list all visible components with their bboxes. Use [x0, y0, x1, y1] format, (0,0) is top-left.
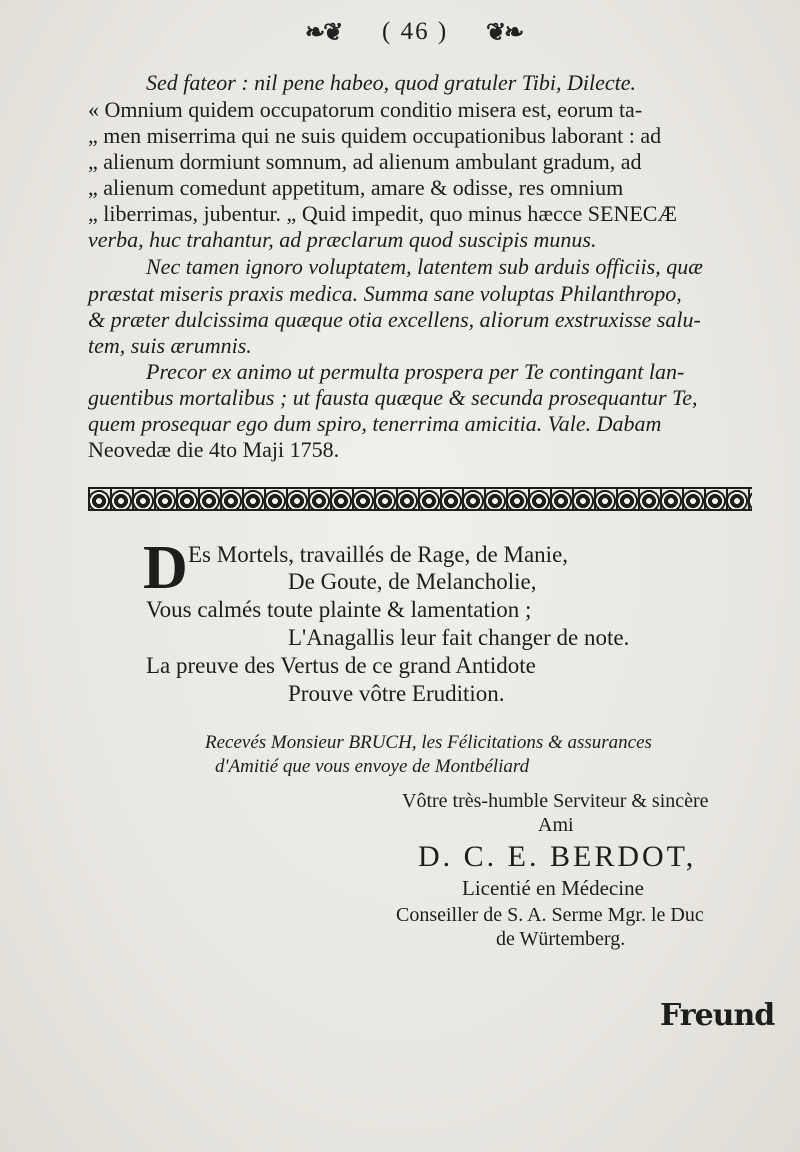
verse-line: Prouve vôtre Erudition. [288, 681, 505, 706]
body-line: verba, huc trahantur, ad præclarum quod suscipis munus. [88, 227, 597, 252]
body-line: Neovedæ die 4to Maji 1758. [88, 437, 340, 462]
body-line: præstat miseris praxis medica. Summa sane voluptas Philanthropo, [88, 281, 682, 306]
greeting-line: Recevés Monsieur BRUCH, les Félicitations & assurances [205, 732, 652, 753]
drop-cap: D [143, 534, 188, 602]
greeting-line: d'Amitié que vous envoye de Montbéliard [215, 756, 530, 777]
body-line: tem, suis ærumnis. [88, 333, 252, 358]
body-line: Sed fateor : nil pene habeo, quod gratuler Tibi, Dilecte. [146, 70, 637, 95]
closing-line: Vôtre très-humble Serviteur & sincère [402, 790, 709, 812]
body-line: Nec tamen ignoro voluptatem, latentem sub arduis officiis, quæ [146, 254, 703, 279]
body-line: « Omnium quidem occupatorum conditio misera est, eorum ta- [88, 97, 643, 122]
verse-line: De Goute, de Melancholie, [288, 569, 537, 594]
body-line: quem prosequar ego dum spiro, tenerrima amicitia. Vale. Dabam [88, 411, 662, 436]
verse-line: Vous calmés toute plainte & lamentation ; [146, 597, 532, 622]
verse-line: Es Mortels, travaillés de Rage, de Manie, [188, 542, 569, 567]
body-line: „ alienum dormiunt somnum, ad alienum ambulant gradum, ad [88, 149, 642, 174]
signatory-name: D. C. E. BERDOT, [418, 840, 697, 873]
signatory-title: de Würtemberg. [496, 928, 626, 950]
body-line: „ liberrimas, jubentur. „ Quid impedit, quo minus hæcce SENECÆ [88, 201, 678, 226]
signatory-title: Conseiller de S. A. Serme Mgr. le Duc [396, 904, 704, 926]
header-ornament-left: ❧❦ [305, 20, 342, 46]
body-line: & præter dulcissima quæque otia excellens, aliorum exstruxisse salu- [88, 307, 701, 332]
body-line: Precor ex animo ut permulta prospera per Te contingant lan- [146, 359, 685, 384]
body-line: „ alienum comedunt appetitum, amare & odisse, res omnium [88, 175, 624, 200]
header-ornament-right: ❦❧ [486, 20, 523, 46]
body-line: „ men miserrima qui ne suis quidem occupationibus laborant : ad [88, 123, 662, 148]
closing-line: Ami [538, 814, 574, 836]
catchword: Freund [660, 998, 775, 1033]
verse-line: L'Anagallis leur fait changer de note. [288, 625, 630, 650]
page-number: ( 46 ) [382, 18, 449, 45]
body-line: guentibus mortalibus ; ut fausta quæque & secunda prosequantur Te, [88, 385, 698, 410]
ornamental-rule [88, 487, 752, 511]
verse-line: La preuve des Vertus de ce grand Antidote [146, 653, 536, 678]
signatory-title: Licentié en Médecine [462, 876, 644, 900]
